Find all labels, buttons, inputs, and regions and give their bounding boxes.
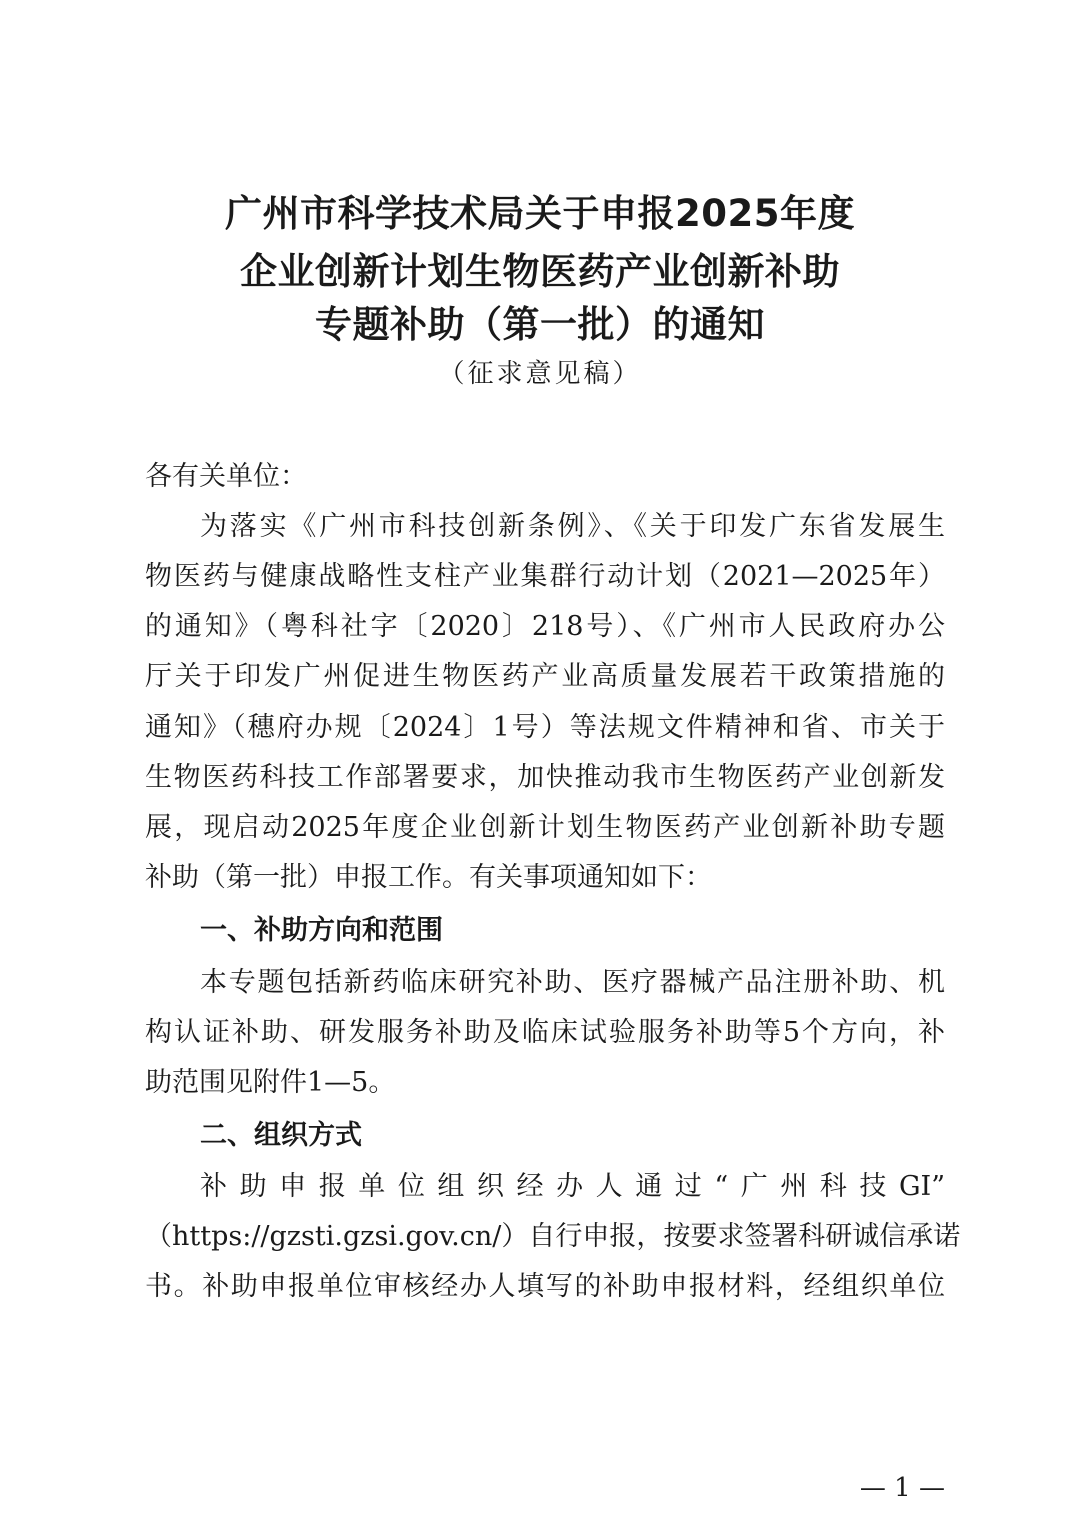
intro-line-2: 物医药与健康战略性支柱产业集群行动计划（2021—2025年）	[145, 561, 945, 592]
intro-line-1: 为落实《广州市科技创新条例》、《关于印发广东省发展生	[200, 511, 945, 542]
section-1-line-3: 助范围见附件1—5。	[145, 1067, 396, 1098]
intro-line-8: 补助（第一批）申报工作。有关事项通知如下：	[145, 862, 712, 893]
document-title-line-2: 企业创新计划生物医药产业创新补助	[240, 250, 840, 293]
page-number: — 1 —	[859, 1473, 945, 1503]
section-2-line-3: 书。补助申报单位审核经办人填写的补助申报材料，经组织单位	[145, 1271, 945, 1302]
section-1-line-2: 构认证补助、研发服务补助及临床试验服务补助等5个方向，补	[145, 1017, 945, 1048]
intro-line-6: 生物医药科技工作部署要求，加快推动我市生物医药产业创新发	[145, 762, 945, 793]
intro-line-3: 的通知》（粤科社字〔2020〕218号）、《广州市人民政府办公	[145, 611, 945, 642]
document-title-line-3: 专题补助（第一批）的通知	[315, 303, 765, 346]
section-2-line-1: 补助申报单位组织经办人通过“广州科技GI”	[200, 1171, 945, 1202]
section-2-heading: 二、组织方式	[200, 1120, 362, 1151]
salutation: 各有关单位：	[145, 461, 307, 492]
document-title-line-1: 广州市科学技术局关于申报2025年度	[225, 192, 855, 235]
intro-line-4: 厅关于印发广州促进生物医药产业高质量发展若干政策措施的	[145, 661, 945, 692]
section-2-line-2: （https://gzsti.gzsi.gov.cn/）自行申报，按要求签署科研诚信承诺	[145, 1221, 961, 1252]
section-1-heading: 一、补助方向和范围	[200, 915, 443, 946]
intro-line-5: 通知》（穗府办规〔2024〕1号）等法规文件精神和省、市关于	[145, 712, 945, 743]
intro-line-7: 展，现启动2025年度企业创新计划生物医药产业创新补助专题	[145, 812, 945, 843]
draft-label: （征求意见稿）	[438, 359, 642, 389]
section-1-line-1: 本专题包括新药临床研究补助、医疗器械产品注册补助、机	[200, 967, 945, 998]
